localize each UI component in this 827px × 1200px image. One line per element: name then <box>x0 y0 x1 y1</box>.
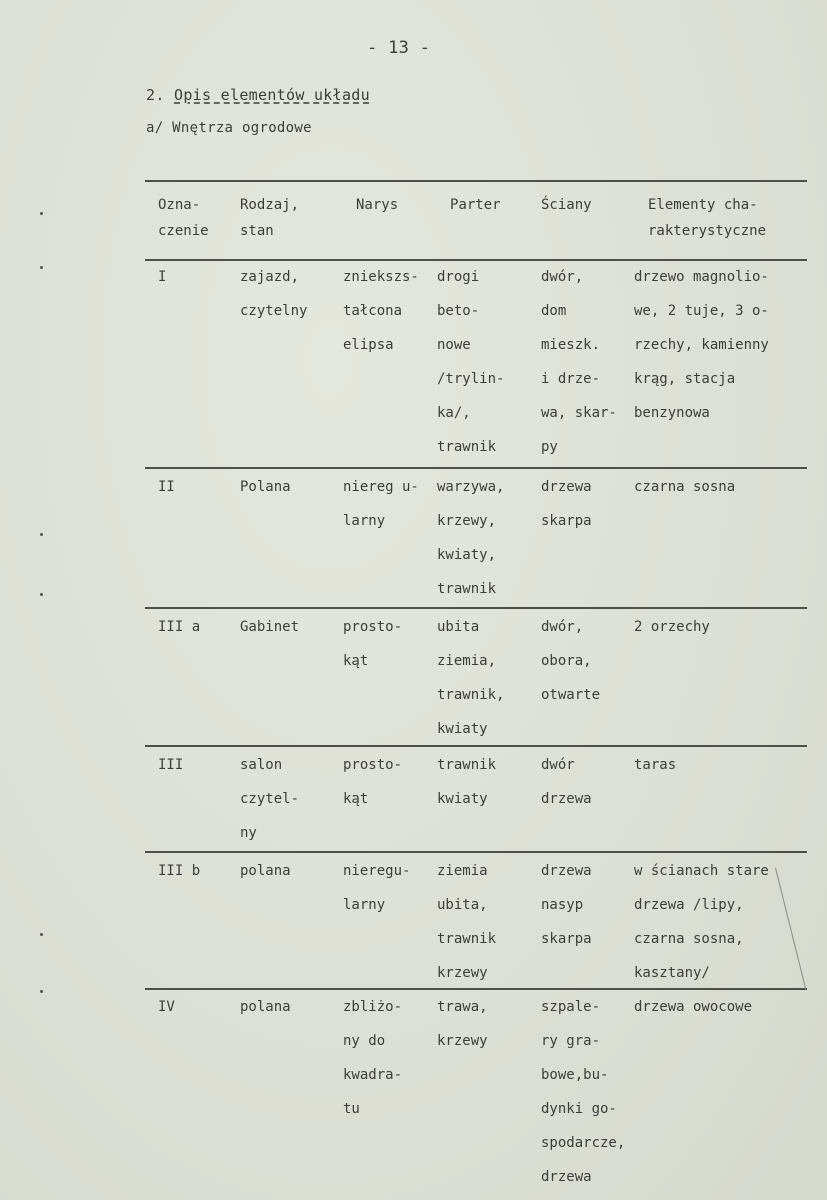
cell-line: drzewa <box>541 1169 592 1185</box>
table-cell <box>541 610 600 712</box>
cell-line: tałcona <box>343 303 403 319</box>
table-cell <box>343 260 419 362</box>
table-cell <box>541 260 617 464</box>
table-cell <box>437 260 504 464</box>
cell-line: III <box>158 757 184 773</box>
table-cell <box>634 610 710 644</box>
cell-line: trawa, <box>437 999 488 1015</box>
cell-line: trawnik <box>437 931 497 947</box>
margin-dot <box>40 593 43 596</box>
table-cell <box>437 470 504 606</box>
cell-line: py <box>541 439 558 455</box>
cell-line: trawnik <box>437 757 497 773</box>
cell-line: III b <box>158 863 201 879</box>
table-cell <box>158 854 200 888</box>
cell-line: kąt <box>343 791 369 807</box>
table-cell <box>343 610 402 678</box>
cell-line: trawnik <box>437 439 497 455</box>
cell-line: czarna sosna <box>634 479 736 495</box>
cell-line: drzewa /lipy, <box>634 897 744 913</box>
page-number: - 13 - <box>367 38 431 58</box>
margin-dot <box>40 266 43 269</box>
subsection-heading: a/ Wnętrza ogrodowe <box>146 120 312 136</box>
row-separator <box>145 467 807 469</box>
table-cell <box>437 610 504 746</box>
table-cell <box>240 990 291 1024</box>
cell-line: /trylin- <box>437 371 505 387</box>
row-separator <box>145 851 807 853</box>
header-line: Elementy cha- <box>648 197 758 213</box>
margin-dot <box>40 533 43 536</box>
table-cell <box>240 260 307 328</box>
cell-line: dwór, <box>541 619 584 635</box>
cell-line: ny do <box>343 1033 386 1049</box>
table-cell <box>634 990 752 1024</box>
table-cell <box>158 470 175 504</box>
cell-line: ubita <box>437 619 480 635</box>
cell-line: spodarcze, <box>541 1135 626 1151</box>
table-top-rule <box>145 180 807 182</box>
cell-line: I <box>158 269 167 285</box>
cell-line: benzynowa <box>634 405 710 421</box>
cell-line: trawnik, <box>437 687 505 703</box>
cell-line: dwór, <box>541 269 584 285</box>
table-cell <box>240 470 291 504</box>
table-cell <box>634 854 769 990</box>
header-line: stan <box>240 223 274 239</box>
header-line: Rodzaj, <box>240 197 300 213</box>
cell-line: kwiaty <box>437 721 488 737</box>
cell-line: warzywa, <box>437 479 505 495</box>
table-cell <box>240 748 299 850</box>
cell-line: we, 2 tuje, 3 o- <box>634 303 769 319</box>
table-cell <box>634 748 676 782</box>
table-header-cell <box>240 192 299 244</box>
table-cell <box>240 854 291 888</box>
table-cell <box>437 854 496 990</box>
cell-line: kasztany/ <box>634 965 710 981</box>
table-cell <box>343 990 402 1126</box>
row-separator <box>145 607 807 609</box>
table-header-cell <box>450 192 501 218</box>
table-cell <box>437 990 488 1058</box>
cell-line: IV <box>158 999 175 1015</box>
table-cell <box>343 748 402 816</box>
cell-line: polana <box>240 863 291 879</box>
cell-line: dom <box>541 303 567 319</box>
cell-line: drogi <box>437 269 480 285</box>
table-cell <box>541 748 592 816</box>
cell-line: Gabinet <box>240 619 300 635</box>
section-number: 2. <box>146 86 165 104</box>
cell-line: bowe,bu- <box>541 1067 609 1083</box>
margin-dot <box>40 933 43 936</box>
table-cell <box>240 610 299 644</box>
cell-line: dynki go- <box>541 1101 617 1117</box>
cell-line: elipsa <box>343 337 394 353</box>
cell-line: kąt <box>343 653 369 669</box>
cell-line: krąg, stacja <box>634 371 736 387</box>
header-line: Ozna- <box>158 197 201 213</box>
cell-line: drzewa <box>541 791 592 807</box>
table-header-cell <box>541 192 592 218</box>
cell-line: trawnik <box>437 581 497 597</box>
cell-line: II <box>158 479 175 495</box>
cell-line: czarna sosna, <box>634 931 744 947</box>
cell-line: kwiaty, <box>437 547 497 563</box>
cell-line: ka/, <box>437 405 471 421</box>
table-cell <box>437 748 496 816</box>
cell-line: Polana <box>240 479 291 495</box>
cell-line: ny <box>240 825 257 841</box>
table-header-cell <box>356 192 398 218</box>
table-header-cell <box>648 192 766 244</box>
cell-line: zajazd, <box>240 269 300 285</box>
cell-line: drzewo magnolio- <box>634 269 769 285</box>
cell-line: dwór <box>541 757 575 773</box>
cell-line: ry gra- <box>541 1033 601 1049</box>
cell-line: w ścianach stare <box>634 863 769 879</box>
table-cell <box>541 854 592 956</box>
cell-line: zniekszs- <box>343 269 419 285</box>
table-cell <box>343 854 410 922</box>
cell-line: ubita, <box>437 897 488 913</box>
cell-line: obora, <box>541 653 592 669</box>
cell-line: 2 orzechy <box>634 619 710 635</box>
header-line: Ściany <box>541 197 592 213</box>
cell-line: nieregu- <box>343 863 411 879</box>
header-line: Narys <box>356 197 399 213</box>
cell-line: kwiaty <box>437 791 488 807</box>
cell-line: krzewy <box>437 1033 488 1049</box>
cell-line: szpale- <box>541 999 601 1015</box>
cell-line: III a <box>158 619 201 635</box>
header-line: rakterystyczne <box>648 223 767 239</box>
table-header-cell <box>158 192 209 244</box>
cell-line: czytel- <box>240 791 300 807</box>
cell-line: kwadra- <box>343 1067 403 1083</box>
cell-line: polana <box>240 999 291 1015</box>
cell-line: krzewy, <box>437 513 497 529</box>
header-line: Parter <box>450 197 501 213</box>
cell-line: skarpa <box>541 931 592 947</box>
header-line: czenie <box>158 223 209 239</box>
cell-line: skarpa <box>541 513 592 529</box>
cell-line: tu <box>343 1101 360 1117</box>
table-cell <box>541 990 625 1194</box>
cell-line: drzewa <box>541 479 592 495</box>
table-cell <box>158 748 183 782</box>
cell-line: rzechy, kamienny <box>634 337 769 353</box>
cell-line: otwarte <box>541 687 601 703</box>
cell-line: prosto- <box>343 757 403 773</box>
cell-line: nowe <box>437 337 471 353</box>
table-cell <box>158 610 200 644</box>
cell-line: prosto- <box>343 619 403 635</box>
cell-line: nasyp <box>541 897 584 913</box>
pen-scratch <box>775 868 806 990</box>
cell-line: zbliżo- <box>343 999 403 1015</box>
table-cell <box>158 260 166 294</box>
cell-line: salon <box>240 757 283 773</box>
cell-line: beto- <box>437 303 480 319</box>
cell-line: i drze- <box>541 371 601 387</box>
cell-line: ziemia, <box>437 653 497 669</box>
cell-line: mieszk. <box>541 337 601 353</box>
cell-line: czytelny <box>240 303 308 319</box>
margin-dot <box>40 990 43 993</box>
table-cell <box>634 260 769 430</box>
section-heading <box>146 86 370 104</box>
section-title: Opis elementów układu <box>174 86 370 104</box>
cell-line: drzewa owocowe <box>634 999 753 1015</box>
cell-line: krzewy <box>437 965 488 981</box>
cell-line: drzewa <box>541 863 592 879</box>
margin-dot <box>40 212 43 215</box>
table-cell <box>541 470 592 538</box>
cell-line: larny <box>343 513 386 529</box>
table-cell <box>634 470 735 504</box>
cell-line: niereg u- <box>343 479 419 495</box>
table-cell <box>158 990 175 1024</box>
cell-line: wa, skar- <box>541 405 617 421</box>
table-cell <box>343 470 419 538</box>
cell-line: ziemia <box>437 863 488 879</box>
cell-line: larny <box>343 897 386 913</box>
cell-line: taras <box>634 757 677 773</box>
